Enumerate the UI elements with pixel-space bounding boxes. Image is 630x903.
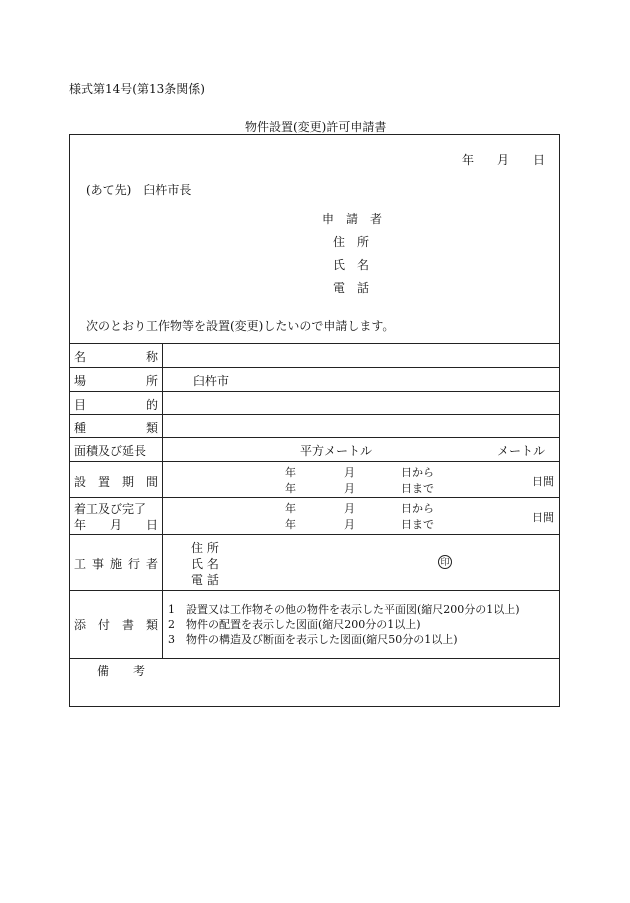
row-divider (69, 391, 560, 392)
label-char: 名 (74, 350, 87, 364)
period-from-month: 月 (344, 466, 355, 479)
place-value[interactable]: 臼杵市 (193, 374, 230, 388)
construction-to-day: 日まで (401, 518, 434, 531)
attachment-item-1: 1 設置又は工作物その他の物件を表示した平面図(縮尺200分の1以上) (168, 603, 520, 616)
applicant-phone-label: 電 話 (333, 281, 370, 295)
label-char: 間 (145, 475, 158, 489)
contractor-address-label: 住 所 (191, 541, 219, 555)
label-char: 行 (127, 557, 140, 571)
form-title: 物件設置(変更)許可申請書 (245, 120, 387, 134)
period-to-year: 年 (285, 482, 296, 495)
label-char: 期 (121, 475, 134, 489)
area-unit-m: メートル (497, 444, 546, 458)
intro-text: 次のとおり工作物等を設置(変更)したいので申請します。 (86, 319, 395, 333)
row-divider (69, 343, 560, 344)
construction-total-days: 日間 (532, 511, 554, 524)
label-contractor (74, 555, 158, 572)
label-char: 目 (74, 398, 87, 412)
label-construction-date (74, 516, 158, 533)
label-char: 的 (145, 398, 158, 412)
area-unit-sqm: 平方メートル (300, 444, 373, 458)
applicant-name-label: 氏 名 (333, 258, 370, 272)
label-char: 年 (74, 518, 87, 532)
attachment-item-3: 3 物件の構造及び断面を表示した図面(縮尺50分の1以上) (168, 633, 458, 646)
form-number: 様式第14号(第13条関係) (69, 82, 205, 96)
date-year: 年 (462, 153, 475, 167)
label-char: 添 (74, 618, 87, 632)
period-from-day: 日から (401, 466, 434, 479)
label-char: 書 (121, 618, 134, 632)
column-divider (162, 343, 163, 658)
label-char: 類 (145, 421, 158, 435)
seal-icon: 印 (438, 555, 452, 569)
label-remarks: 備 考 (97, 664, 146, 678)
label-char: 置 (97, 475, 110, 489)
contractor-name-label: 氏 名 (191, 557, 219, 571)
addressee: (あて先) 臼杵市長 (86, 183, 192, 197)
label-period (74, 473, 158, 490)
row-divider (69, 534, 560, 535)
label-construction: 着工及び完了 (74, 502, 147, 516)
row-divider (69, 590, 560, 591)
construction-to-year: 年 (285, 518, 296, 531)
row-divider (69, 461, 560, 462)
row-divider (69, 497, 560, 498)
label-char: 所 (145, 374, 158, 388)
label-type (74, 419, 158, 436)
label-char: 種 (74, 421, 87, 435)
label-char: 月 (109, 518, 122, 532)
label-area: 面積及び延長 (74, 444, 147, 458)
label-char: 類 (145, 618, 158, 632)
label-char: 称 (145, 350, 158, 364)
attachment-item-2: 2 物件の配置を表示した図面(縮尺200分の1以上) (168, 618, 421, 631)
construction-from-month: 月 (344, 502, 355, 515)
period-to-month: 月 (344, 482, 355, 495)
period-from-year: 年 (285, 466, 296, 479)
construction-from-year: 年 (285, 502, 296, 515)
label-place (74, 372, 158, 389)
row-divider (69, 437, 560, 438)
label-attachments (74, 616, 158, 633)
label-char: 事 (91, 557, 104, 571)
label-name (74, 348, 158, 365)
contractor-phone-label: 電 話 (191, 573, 219, 587)
row-divider (69, 658, 560, 659)
label-char: 場 (74, 374, 87, 388)
label-char: 設 (74, 475, 87, 489)
label-char: 施 (109, 557, 122, 571)
date-day: 日 (533, 153, 546, 167)
construction-to-month: 月 (344, 518, 355, 531)
applicant-address-label: 住 所 (333, 235, 370, 249)
row-divider (69, 414, 560, 415)
applicant-heading: 申 請 者 (322, 212, 383, 226)
label-char: 日 (145, 518, 158, 532)
label-purpose (74, 396, 158, 413)
label-char: 者 (145, 557, 158, 571)
row-divider (69, 367, 560, 368)
period-total-days: 日間 (532, 475, 554, 488)
label-char: 工 (74, 557, 87, 571)
date-month: 月 (497, 153, 510, 167)
label-char: 付 (97, 618, 110, 632)
construction-from-day: 日から (401, 502, 434, 515)
period-to-day: 日まで (401, 482, 434, 495)
